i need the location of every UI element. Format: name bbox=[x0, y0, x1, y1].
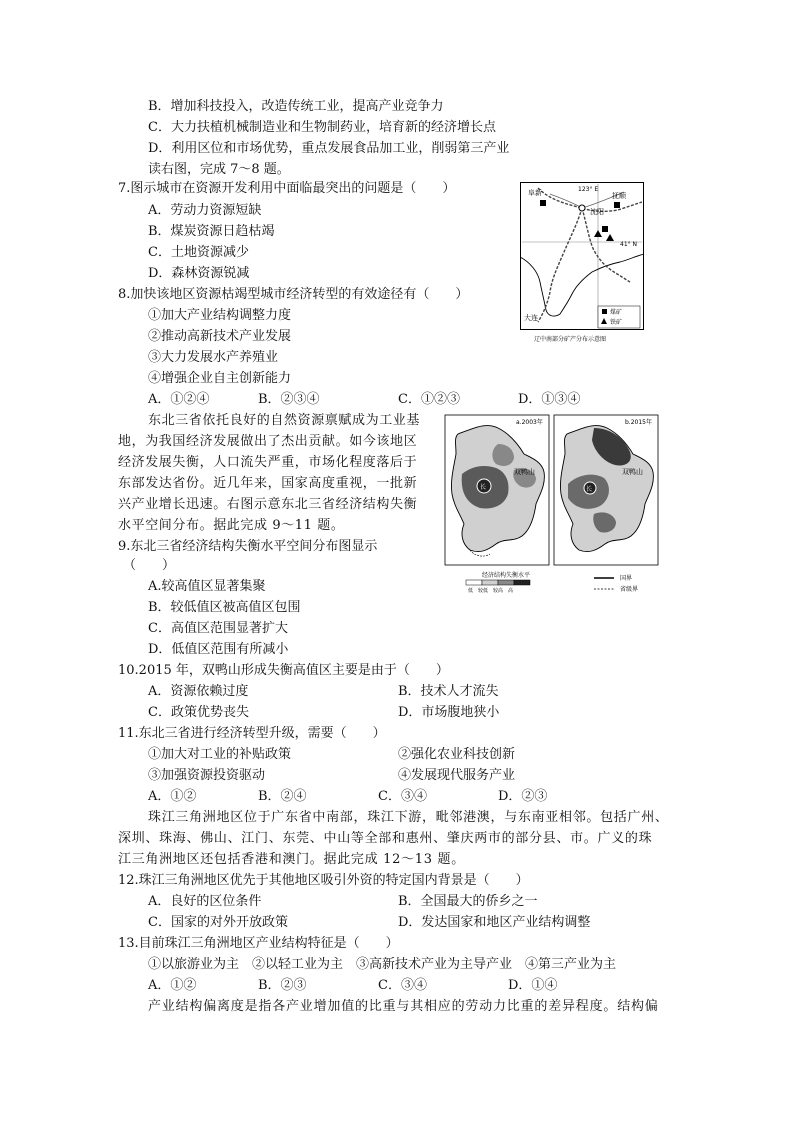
option-12b: B．全国最大的侨乡之一 bbox=[398, 894, 538, 909]
paragraph-line: 产业结构偏离度是指各产业增加值的比重与其相应的劳动力比重的差异程度。结构偏 bbox=[148, 999, 659, 1014]
option-13a: A．①② bbox=[148, 978, 197, 993]
item-11-2: ②强化农业科技创新 bbox=[398, 747, 516, 762]
option-13b: B．②③ bbox=[258, 978, 307, 993]
option-9c: C．高值区范围显著扩大 bbox=[148, 621, 288, 636]
imbalance-map-svg bbox=[444, 414, 666, 594]
option-9d: D．低值区范围有所减小 bbox=[148, 642, 289, 657]
option-12d: D．发达国家和地区产业结构调整 bbox=[398, 915, 591, 930]
option-9b: B．较低值区被高值区包围 bbox=[148, 600, 301, 615]
question-13: 13.目前珠江三角洲地区产业结构特征是（ ） bbox=[118, 936, 399, 951]
imbalance-map bbox=[444, 414, 666, 594]
city-dot-icon bbox=[579, 205, 585, 211]
mineral-map bbox=[520, 182, 644, 346]
shuangyashan-a-label: 双鸭山 bbox=[514, 468, 535, 476]
paragraph-line: 经济发展失衡，人口流失严重，市场化程度落后于 bbox=[118, 455, 418, 470]
option-7d: D．森林资源锐减 bbox=[148, 266, 250, 281]
coal-mine-icon bbox=[602, 226, 608, 232]
instruction-line: 读右图，完成 7～8 题。 bbox=[148, 162, 290, 177]
mineral-map-caption: 辽中南部分矿产分布示意图 bbox=[534, 336, 607, 343]
question-9: 9.东北三省经济结构失衡水平空间分布图显示 bbox=[118, 539, 378, 554]
option-12a: A．良好的区位条件 bbox=[148, 894, 262, 909]
paragraph-line: 东部发达省份。近几年来，国家高度重视，一批新 bbox=[118, 476, 418, 491]
option-line: B．增加科技投入，改造传统工业，提高产业竞争力 bbox=[148, 99, 444, 114]
item-11-1: ①加大对工业的补贴政策 bbox=[148, 747, 292, 762]
dalian-label: 大连 bbox=[524, 314, 538, 322]
coal-legend-label: 煤矿 bbox=[610, 309, 623, 316]
option-7b: B．煤炭资源日趋枯竭 bbox=[148, 224, 275, 239]
item-8-2: ②推动高新技术产业发展 bbox=[148, 329, 292, 344]
option-13d: D．①④ bbox=[508, 978, 558, 993]
city-b-label: 长 bbox=[586, 486, 593, 493]
paragraph-line: 地，为我国经济发展做出了杰出贡献。如今该地区 bbox=[118, 434, 418, 449]
item-11-3: ③加强资源投资驱动 bbox=[148, 768, 266, 783]
latitude-label: 41° N bbox=[620, 241, 638, 248]
option-8c: C．①②③ bbox=[398, 392, 460, 407]
question-12: 12.珠江三角洲地区优先于其他地区吸引外资的特定国内背景是（ ） bbox=[118, 873, 529, 888]
option-9a: A.较高值区显著集聚 bbox=[148, 579, 266, 594]
option-10d: D．市场腹地狭小 bbox=[398, 705, 500, 720]
option-11a: A．①② bbox=[148, 789, 197, 804]
option-7a: A．劳动力资源短缺 bbox=[148, 203, 262, 218]
item-8-4: ④增强企业自主创新能力 bbox=[148, 371, 292, 386]
question-9-paren: （ ） bbox=[123, 558, 176, 573]
legend-prov-label: 省级界 bbox=[620, 586, 639, 593]
option-11b: B．②④ bbox=[258, 789, 307, 804]
option-7c: C．土地资源减少 bbox=[148, 245, 249, 260]
mineral-map-svg bbox=[520, 182, 644, 346]
paragraph-line: 兴产业增长迅速。右图示意东北三省经济结构失衡 bbox=[118, 497, 418, 512]
option-8a: A．①②④ bbox=[148, 392, 210, 407]
option-11c: C．③④ bbox=[378, 789, 427, 804]
question-8: 8.加快该地区资源枯竭型城市经济转型的有效途径有（ ） bbox=[118, 287, 469, 302]
option-13c: C．③④ bbox=[378, 978, 427, 993]
paragraph-line: 水平空间分布。据此完成 9～11 题。 bbox=[118, 518, 345, 533]
shenyang-label: 沈阳 bbox=[590, 208, 604, 216]
paragraph-line: 珠江三角洲地区位于广东省中南部，珠江下游，毗邻港澳，与东南亚相邻。包括广州、 bbox=[148, 810, 669, 825]
option-12c: C．国家的对外开放政策 bbox=[148, 915, 288, 930]
item-11-4: ④发展现代服务产业 bbox=[398, 768, 516, 783]
fushun-label: 抚顺 bbox=[612, 192, 626, 200]
question-10: 10.2015 年，双鸭山形成失衡高值区主要是由于（ ） bbox=[118, 663, 449, 678]
items-13: ①以旅游业为主 ②以轻工业为主 ③高新技术产业为主导产业 ④第三产业为主 bbox=[148, 957, 617, 972]
legend-levels: 低 较低 较高 高 bbox=[468, 588, 514, 594]
panel-a-label: a.2003年 bbox=[516, 419, 543, 426]
coal-legend-icon bbox=[602, 309, 607, 314]
panel-b-label: b.2015年 bbox=[625, 419, 652, 426]
paragraph-line: 东北三省依托良好的自然资源禀赋成为工业基 bbox=[148, 413, 421, 428]
legend-title: 经济结构失衡水平 bbox=[482, 572, 531, 579]
coal-mine-icon bbox=[540, 200, 546, 206]
item-8-3: ③大力发展水产养殖业 bbox=[148, 350, 279, 365]
coal-mine-icon bbox=[614, 202, 620, 208]
iron-legend-label: 铁矿 bbox=[610, 319, 623, 326]
option-line: D．利用区位和市场优势，重点发展食品加工业，削弱第三产业 bbox=[148, 141, 510, 156]
option-10c: C．政策优势丧失 bbox=[148, 705, 249, 720]
option-10a: A．资源依赖过度 bbox=[148, 684, 249, 699]
option-8d: D．①③④ bbox=[518, 392, 581, 407]
paragraph-line: 深圳、珠海、佛山、江门、东莞、中山等全部和惠州、肇庆两市的部分县、市。广义的珠 bbox=[118, 831, 653, 846]
longitude-label: 123° E bbox=[578, 186, 599, 193]
option-8b: B．②③④ bbox=[258, 392, 320, 407]
question-11: 11.东北三省进行经济转型升级，需要（ ） bbox=[118, 726, 386, 741]
legend-border-label: 国界 bbox=[620, 575, 633, 582]
option-10b: B．技术人才流失 bbox=[398, 684, 499, 699]
question-7: 7.图示城市在资源开发利用中面临最突出的问题是（ ） bbox=[118, 181, 456, 196]
option-11d: D．②③ bbox=[498, 789, 548, 804]
shuangyashan-b-label: 双鸭山 bbox=[622, 468, 643, 476]
option-line: C．大力扶植机械制造业和生物制药业，培育新的经济增长点 bbox=[148, 120, 496, 135]
city-a-label: 长 bbox=[480, 484, 487, 491]
fuxin-label: 阜新 bbox=[528, 189, 542, 197]
paragraph-line: 江三角洲地区还包括香港和澳门。据此完成 12～13 题。 bbox=[118, 852, 465, 867]
item-8-1: ①加大产业结构调整力度 bbox=[148, 308, 292, 323]
